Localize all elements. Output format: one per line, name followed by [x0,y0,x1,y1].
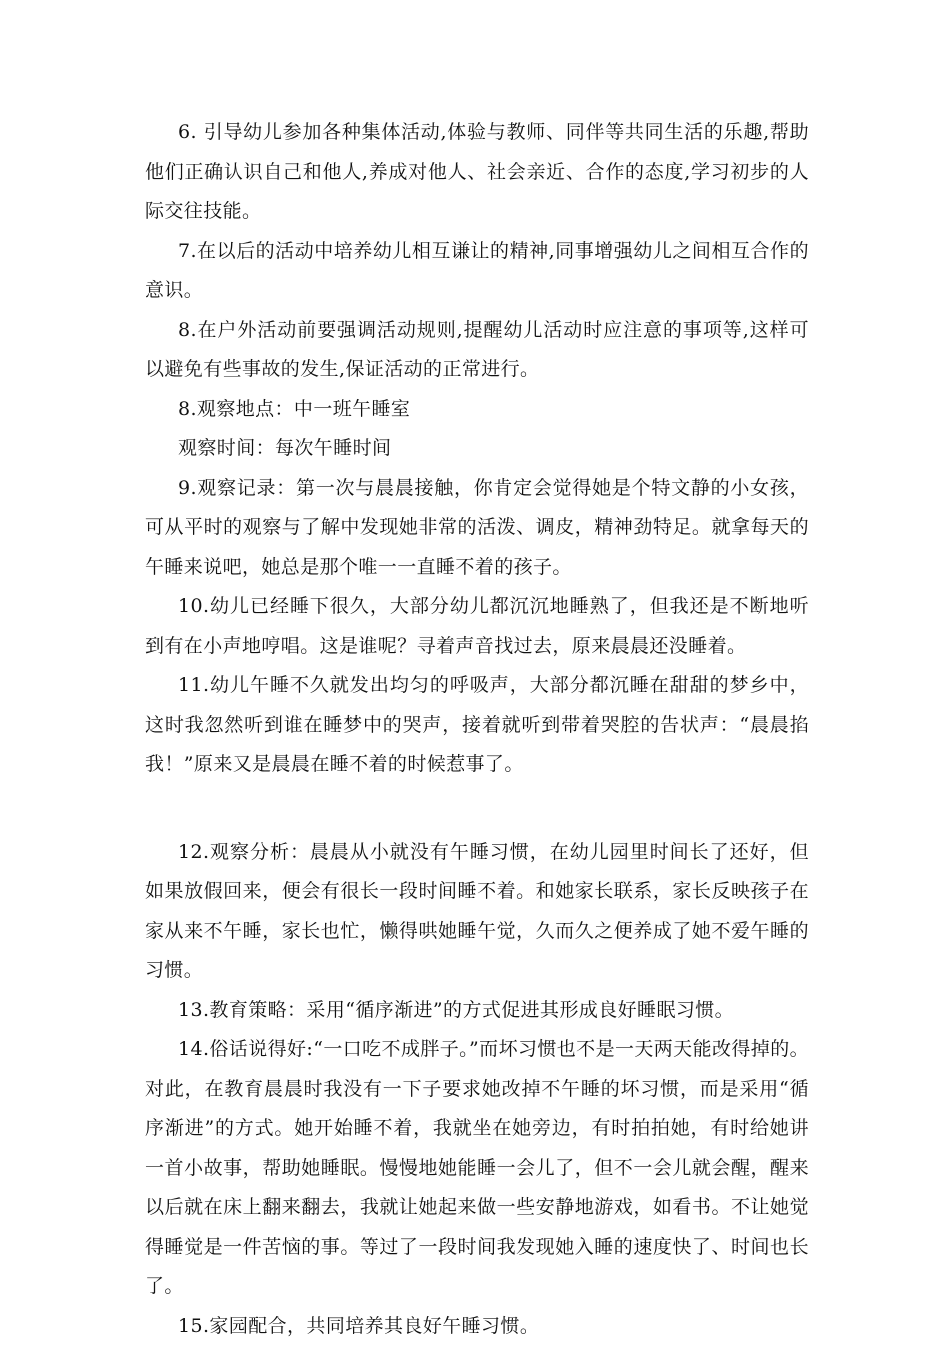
document-body [145,113,809,1346]
paragraph-11: 11.幼儿午睡不久就发出均匀的呼吸声，大部分都沉睡在甜甜的梦乡中，这时我忽然听到谁在睡梦中的哭声，接着就听到带着哭腔的告状声：“晨晨掐我！”原来又是晨晨在睡不着的时候惹事了。 [145,666,809,785]
paragraph-9: 9.观察记录：第一次与晨晨接触，你肯定会觉得她是个特文静的小女孩，可从平时的观察与了解中发现她非常的活泼、调皮，精神劲特足。就拿每天的午睡来说吧，她总是那个唯一一直睡不着的孩子。 [145,469,809,588]
section-spacer [145,785,809,833]
observation-location: 8.观察地点：中一班午睡室 [145,390,809,430]
paragraph-14: 14.俗话说得好:“一口吃不成胖子。”而坏习惯也不是一天两天能改得掉的。对此，在教育晨晨时我没有一下子要求她改掉不午睡的坏习惯，而是采用“循序渐进”的方式。她开始睡不着，我就坐在她旁边，有时拍拍她，有时给她讲一首小故事，帮助她睡眠。慢慢地她能睡一会儿了，但不一会儿就会醒，醒来以后就在床上翻来翻去，我就让她起来做一些安静地游戏，如看书。不让她觉得睡觉是一件苦恼的事。等过了一段时间我发现她入睡的速度快了、时间也长了。 [145,1030,809,1307]
paragraph-10: 10.幼儿已经睡下很久，大部分幼儿都沉沉地睡熟了，但我还是不断地听到有在小声地哼唱。这是谁呢？寻着声音找过去，原来晨晨还没睡着。 [145,587,809,666]
observation-time: 观察时间：每次午睡时间 [145,429,809,469]
paragraph-13: 13.教育策略：采用“循序渐进”的方式促进其形成良好睡眠习惯。 [145,991,809,1031]
paragraph-15: 15.家园配合，共同培养其良好午睡习惯。 [145,1307,809,1346]
paragraph-7: 7.在以后的活动中培养幼儿相互谦让的精神,同事增强幼儿之间相互合作的意识。 [145,232,809,311]
paragraph-8: 8.在户外活动前要强调活动规则,提醒幼儿活动时应注意的事项等,这样可以避免有些事故的发生,保证活动的正常进行。 [145,311,809,390]
paragraph-6: 6. 引导幼儿参加各种集体活动,体验与教师、同伴等共同生活的乐趣,帮助他们正确认识自己和他人,养成对他人、社会亲近、合作的态度,学习初步的人际交往技能。 [145,113,809,232]
paragraph-12: 12.观察分析：晨晨从小就没有午睡习惯，在幼儿园里时间长了还好，但如果放假回来，便会有很长一段时间睡不着。和她家长联系，家长反映孩子在家从来不午睡，家长也忙，懒得哄她睡午觉，久而久之便养成了她不爱午睡的习惯。 [145,833,809,991]
